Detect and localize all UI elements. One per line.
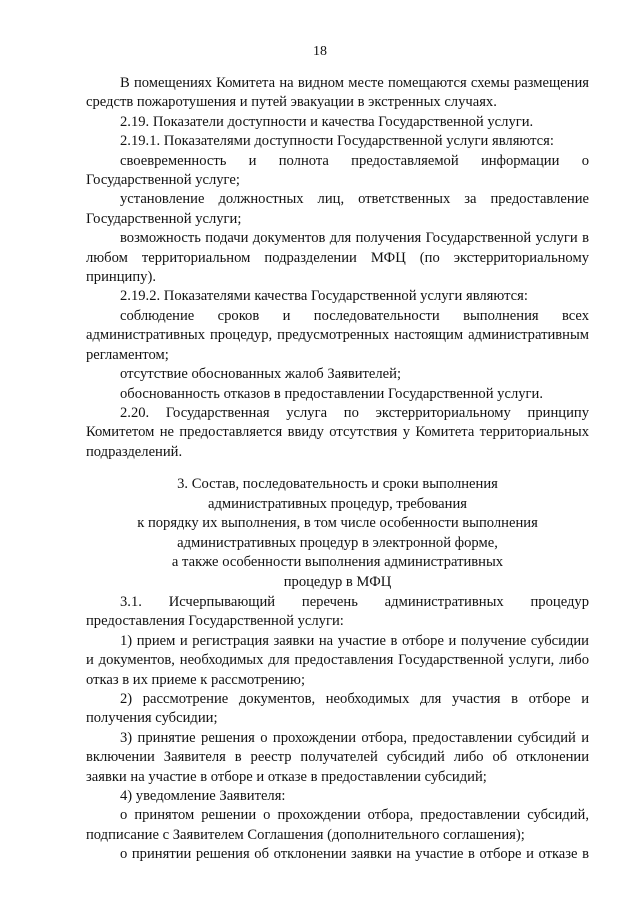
section-heading <box>86 475 589 593</box>
paragraph: установление должностных лиц, ответственных за предоставление Государственной услуги; <box>86 191 589 227</box>
paragraph: 3) принятие решения о прохождении отбора, предоставлении субсидий и включении Заявителя в реестр получателей субсидий либо об отклонении заявки на участие в отборе и отказе в предоставлении субсидий; <box>86 729 589 785</box>
paragraph: 1) прием и регистрация заявки на участие в отборе и получение субсидии и документов, необходимых для предоставления Государственной услуги, либо отказ в их приеме к рассмотрению; <box>86 632 589 688</box>
paragraph: о принятии решения об отклонении заявки на участие в отборе и отказе в <box>120 846 589 863</box>
paragraph: о принятом решении о прохождении отбора, предоставлении субсидий, подписание с Заявителем Соглашения (дополнительного соглашения); <box>86 807 589 843</box>
paragraph: соблюдение сроков и последовательности выполнения всех административных процедур, предусмотренных настоящим административным регламентом; <box>86 307 589 363</box>
paragraph: В помещениях Комитета на видном месте помещаются схемы размещения средств пожаротушения и путей эвакуации в экстренных случаях. <box>86 75 589 111</box>
paragraph: 3.1. Исчерпывающий перечень административных процедур предоставления Государственной услуги: <box>86 594 589 630</box>
paragraph: 2.19.1. Показателями доступности Государственной услуги являются: <box>120 133 554 150</box>
section-bottom <box>86 593 589 865</box>
paragraph: 2.19. Показатели доступности и качества Государственной услуги. <box>120 113 534 130</box>
heading-line: административных процедур, требования <box>207 495 467 512</box>
section-top <box>86 74 589 462</box>
paragraph: отсутствие обоснованных жалоб Заявителей; <box>120 366 402 383</box>
paragraph: обоснованность отказов в предоставлении Государственной услуги. <box>120 385 543 402</box>
paragraph: своевременность и полнота предоставляемой информации о Государственной услуге; <box>86 152 589 189</box>
heading-line: процедур в МФЦ <box>283 573 392 590</box>
heading-line: к порядку их выполнения, в том числе особенности выполнения <box>137 515 538 532</box>
paragraph: возможность подачи документов для получения Государственной услуги в любом территориальном подразделении МФЦ (по экстерриториальному принципу). <box>86 230 589 286</box>
heading-line: 3. Состав, последовательность и сроки выполнения <box>177 476 498 492</box>
paragraph: 4) уведомление Заявителя: <box>120 788 286 805</box>
page-number: 18 <box>313 44 327 59</box>
heading-line: административных процедур в электронной форме, <box>177 534 498 551</box>
paragraph: 2.20. Государственная услуга по экстерриториальному принципу Комитетом не предоставляется ввиду отсутствия у Комитета территориальных подразделений. <box>86 404 589 460</box>
paragraph: 2.19.2. Показателями качества Государственной услуги являются: <box>120 288 528 305</box>
paragraph: 2) рассмотрение документов, необходимых для участия в отборе и получения субсидии; <box>86 691 589 727</box>
heading-line: а также особенности выполнения административных <box>171 554 504 571</box>
